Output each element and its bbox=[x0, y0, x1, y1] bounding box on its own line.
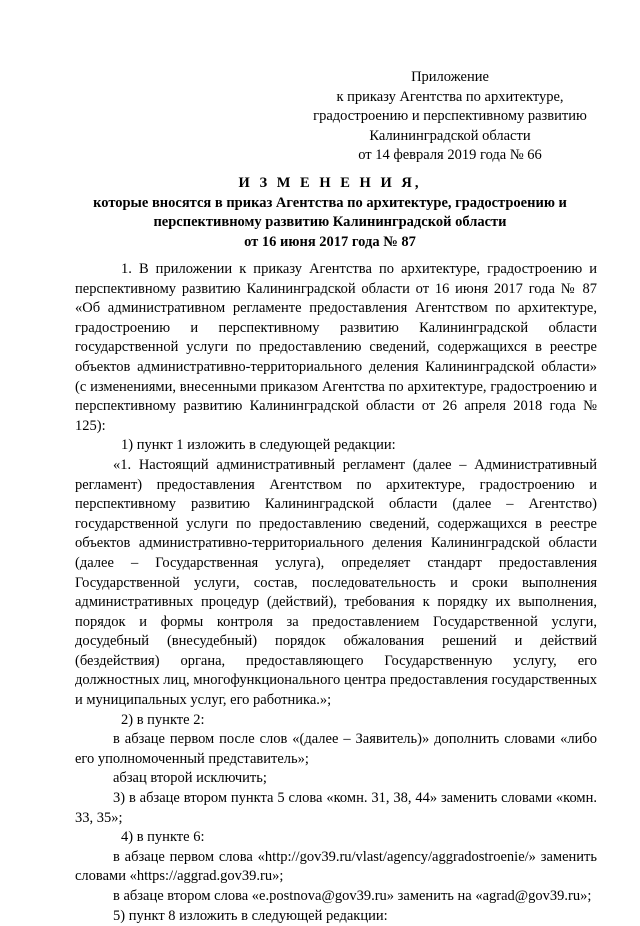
paragraph: 5) пункт 8 изложить в следующей редакции: bbox=[113, 907, 388, 924]
paragraph: абзац второй исключить; bbox=[113, 770, 267, 787]
appendix-line: к приказу Агентства по архитектуре, bbox=[336, 88, 564, 105]
paragraph: в абзаце первом после слов «(далее – Заявитель)» дополнить словами «либо его уполномоченный представитель»; bbox=[75, 731, 597, 767]
paragraph: 2) в пункте 2: bbox=[121, 711, 205, 728]
paragraph: в абзаце первом слова «http://gov39.ru/vlast/agency/aggradostroenie/» заменить словами «https://aggrad.gov39.ru»; bbox=[75, 848, 597, 885]
appendix-line: от 14 февраля 2019 года № 66 bbox=[358, 147, 542, 163]
paragraph: в абзаце втором слова «e.postnova@gov39.ru» заменить на «agrad@gov39.ru»; bbox=[113, 888, 592, 904]
heading-line: от 16 июня 2017 года № 87 bbox=[244, 233, 416, 250]
appendix-block bbox=[300, 68, 600, 166]
appendix-line: градостроению и перспективному развитию bbox=[313, 108, 587, 124]
paragraph: 3) в абзаце втором пункта 5 слова «комн. 31, 38, 44» заменить словами «комн. 33, 35»; bbox=[75, 790, 597, 826]
heading-line: которые вносятся в приказ Агентства по архитектуре, градостроению и bbox=[93, 194, 567, 211]
document-body bbox=[75, 260, 597, 926]
appendix-line: Калининградской области bbox=[369, 127, 531, 144]
heading-line: перспективному развитию Калининградской области bbox=[153, 214, 507, 230]
paragraph: «1. Настоящий административный регламент (далее – Административный регламент) предоставления Агентством по архитектуре, градостроению и перспективному развитию Калининградской области (далее – Агентство) государственной услуги по предоставлению сведений, содержащихся в реестре объектов административно-территориального деления Калининградской области (далее – Государственная услуга), определяет стандарт предоставления Государственной услуги, состав, последовательность и сроки выполнения административных процедур (действий), требования к порядку их выполнения, порядок и формы контроля за предоставлением Государственной услуги, досудебный (внесудебный) порядок обжалования решений и действий (бездействия) органа, предоставляющего Государственную услугу, его должностных лиц, многофункционального центра предоставления государственных и муниципальных услуг, его работника.»; bbox=[75, 456, 597, 709]
document-title: И З М Е Н Е Н И Я, bbox=[238, 175, 422, 191]
document-heading bbox=[70, 174, 590, 252]
paragraph: 1. В приложении к приказу Агентства по архитектуре, градостроению и перспективному развитию Калининградской области от 16 июня 2017 года № 87 «Об административном регламенте предоставления Агентством по архитектуре, градостроению и перспективному развитию Калининградской области государственной услуги по предоставлению сведений, содержащихся в реестре объектов административно-территориального деления Калининградской области» (с изменениями, внесенными приказом Агентства по архитектуре, градостроению и перспективному развитию Калининградской области от 26 апреля 2018 года № 125): bbox=[75, 261, 597, 434]
paragraph: 4) в пункте 6: bbox=[121, 829, 205, 846]
appendix-line: Приложение bbox=[411, 69, 489, 85]
paragraph: 1) пункт 1 изложить в следующей редакции: bbox=[121, 437, 396, 454]
